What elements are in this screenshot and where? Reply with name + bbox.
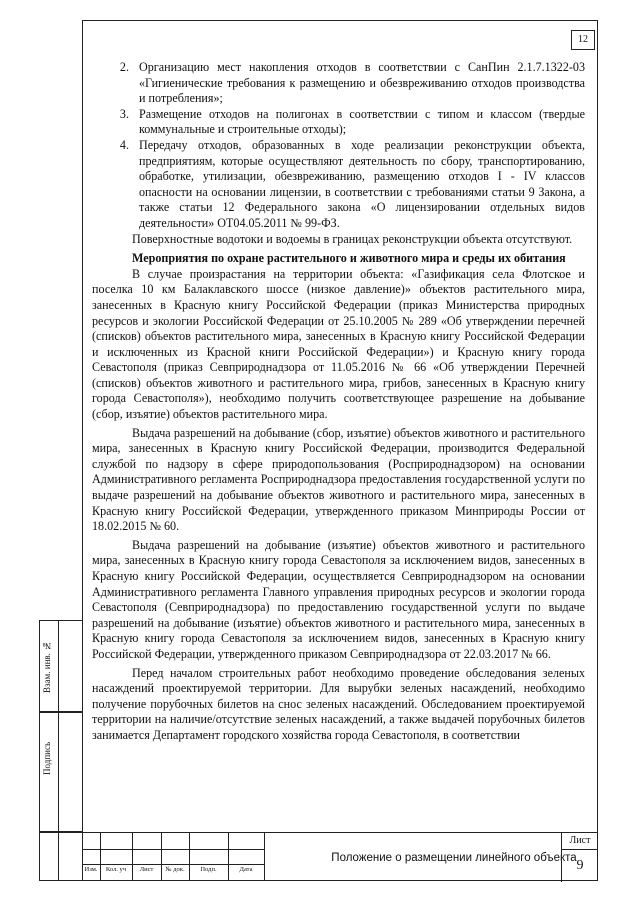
paragraph: В случае произрастания на территории объекта: «Газификация села Флотское и поселка 10 км Балаклавского шоссе (низкое давление)» объектов растительного мира, занесенных в Красную книгу Российской Федерации (приказ Министерства природных ресурсов и экологии Российской Федерации от 25.10.2005 № 289 «Об утверждении перечней (списков) объектов растительного мира, занесенных в Красную книгу Российской Федерации и исключенных из Красной книги Российской Федерации») и Красную книгу города Севастополя (приказ Севприроднадзора от 11.05.2016 № 66 «Об утверждении Перечней (списков) объектов животного и растительного мира, грибов, занесенных в Красную книгу города Севастополя»), необходимо получить соответствующее разрешение на добывание (сбор, изъятие) объектов растительного мира. — [92, 266, 585, 422]
margin-divider — [58, 621, 59, 711]
paragraph: Выдача разрешений на добывание (сбор, изъятие) объектов животного и растительного мира, занесенных в Красную книгу Российской Федерации, производится Федеральной службой по надзору в сфере природопользования (Росприроднадзором) на основании Административного регламента Росприроднадзора предоставления государственной услуги по выдаче разрешений на добывание объектов животного и растительного мира, занесенных в Красную книгу Российской Федерации, утвержденного приказом Минприроды России от 18.02.2015 № 60. — [92, 425, 585, 534]
title-block-col-line — [228, 833, 229, 881]
list-text: Организацию мест накопления отходов в соответствии с СанПин 2.1.7.1322-03 «Гигиенические требования к размещению и обезвреживанию отходов производства и потребления»; — [139, 60, 585, 106]
title-block — [82, 832, 598, 881]
col-izm: Изм. — [84, 866, 98, 873]
list-item — [92, 60, 585, 107]
col-kol-uch: Кол. уч — [105, 866, 127, 873]
section-heading: Мероприятия по охране растительного и животного мира и среды их обитания — [132, 251, 566, 266]
page-tag: 12 — [571, 30, 595, 50]
sheet-label: Лист — [561, 833, 598, 850]
margin-label-vzam: Взам. инв. № — [42, 640, 52, 694]
title-block-row-line — [82, 864, 264, 865]
col-list: Лист — [139, 866, 154, 873]
margin-divider — [58, 713, 59, 831]
title-block-col-line — [189, 833, 190, 881]
title-block-col-line — [100, 833, 101, 881]
list-text: Размещение отходов на полигонах в соответствии с типом и классом (твердые коммунальные и строительные отходы); — [139, 106, 585, 137]
margin-divider — [58, 833, 59, 880]
list-number: 3. — [119, 106, 129, 121]
col-date: Дата — [239, 866, 253, 873]
margin-label-podpis: Подпись — [42, 741, 52, 775]
list-item — [92, 107, 585, 138]
margin-inventory-box — [39, 832, 83, 881]
document-body — [92, 60, 585, 744]
col-doc-number: № док. — [165, 866, 185, 873]
list-number: 4. — [119, 137, 129, 152]
col-signature: Подп. — [200, 866, 217, 873]
list-item — [92, 138, 585, 232]
paragraph: Перед началом строительных работ необходимо проведение обследования зеленых насаждений проектируемой территории. Для вырубки зеленых насаждений, необходимо получение порубочных билетов на снос зеленых насаждений. Обследованием проектируемой территории на наличие/отсутствие зеленых насаждений, а также выдачей порубочных билетов занимается Департамент городского хозяйства города Севастополя, в соответствии — [92, 665, 585, 742]
document-title: Положение о размещении линейного объекта — [331, 851, 577, 864]
title-block-col-line — [161, 833, 162, 881]
list-text: Передачу отходов, образованных в ходе реализации реконструкции объекта, предприятиям, которые осуществляют деятельность по сбору, транспортированию, обработке, утилизации, обезвреживанию, размещению отходов I - IV классов опасности на основании лицензии, в соответствии с требованиями статьи 9 Закона, а также статьи 12 Федерального закона «О лицензировании отдельных видов деятельности» ОТ04.05.2011 № 99-ФЗ. — [139, 137, 585, 230]
title-block-row-line — [82, 849, 264, 850]
list-number: 2. — [119, 60, 129, 74]
paragraph: Выдача разрешений на добывание (изъятие) объектов животного и растительного мира, занесенных в Красную книгу города Севастополя за исключением видов, занесенных в Красную книгу Российской Федерации, осуществляется Севприроднадзором на основании Административного регламента Главного управления природных ресурсов и экологии города Севастополя (Севприроднадзора) по предоставлению государственной услуги по выдаче разрешений на добывание (изъятие) объектов животного и растительного мира, занесенных в Красную книгу города Севастополя за исключением видов, занесенных в Красную книгу Российской Федерации, утвержденного приказом Севприроднадзора от 22.03.2017 № 66. — [92, 537, 585, 661]
title-block-col-line — [132, 833, 133, 881]
sheet-number: 9 — [561, 849, 598, 882]
margin-replacement-box — [39, 620, 83, 712]
margin-signature-box — [39, 712, 83, 832]
paragraph-water: Поверхностные водотоки и водоемы в границах реконструкции объекта отсутствуют. — [132, 231, 573, 246]
